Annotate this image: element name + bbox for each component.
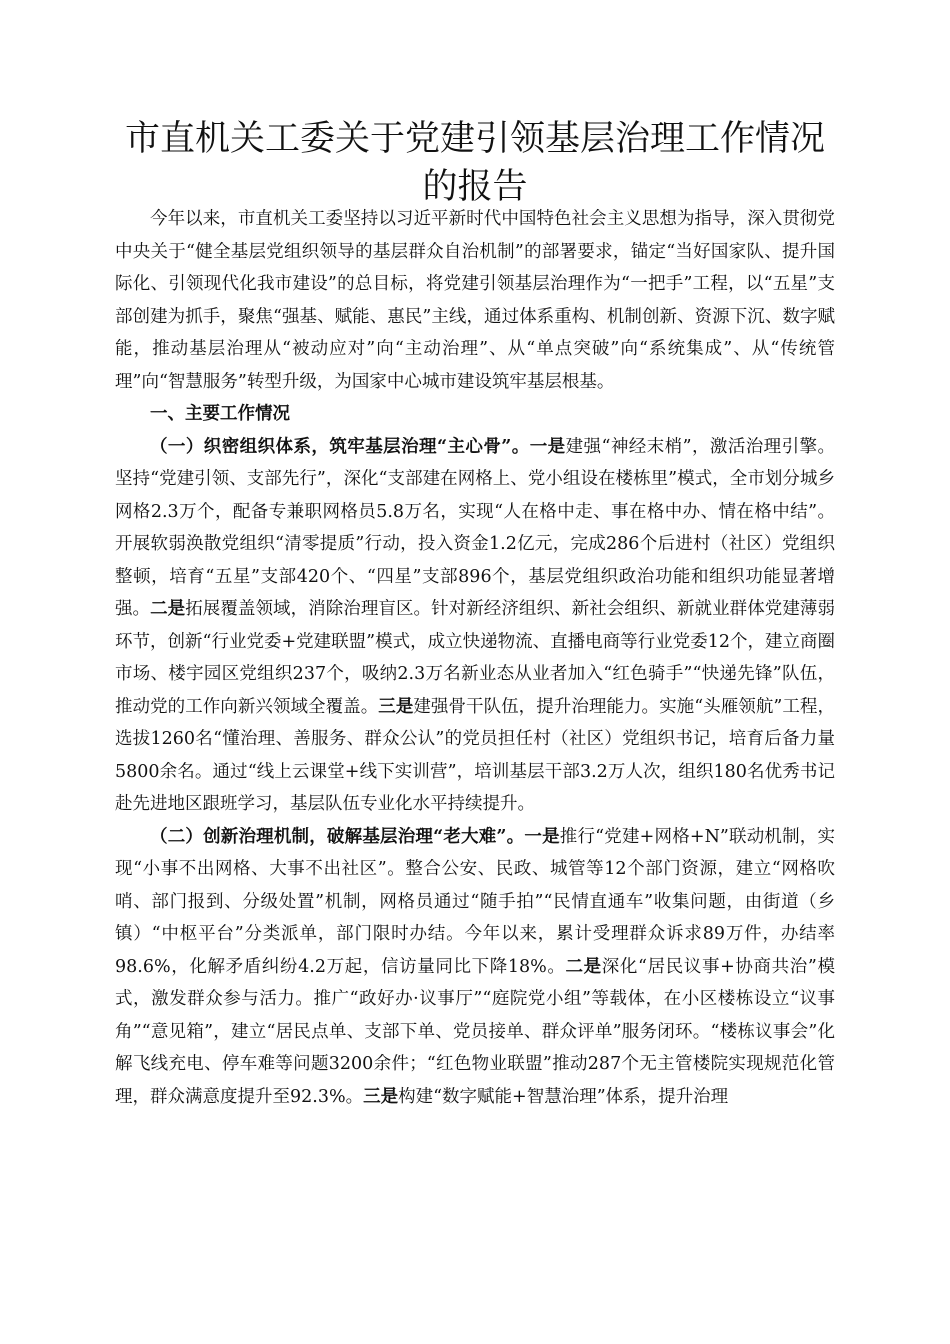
subsection-1-text-1: 建强“神经末梢”，激活治理引擎。坚持“党建引领、支部先行”，深化“支部建在网格上、党小组设在楼栋里”模式，全市划分城乡网格2.3万个，配备专兼职网格员5.8万名，实现“人在格中走、事在格中办、情在格中结”。开展软弱涣散党组织“清零提质”行动，投入资金1.2亿元，完成286个后进村（社区）党组织整顿，培育“五星”支部420个、“四星”支部896个，基层党组织政治功能和组织功能显著增强。	[115, 436, 835, 619]
subsection-1-lead-3: 三是	[378, 696, 414, 717]
subsection-2-lead-1: 一是	[524, 826, 560, 847]
subsection-1-heading: （一）织密组织体系，筑牢基层治理“主心骨”。	[150, 436, 530, 457]
subsection-2-heading: （二）创新治理机制，破解基层治理“老大难”。	[150, 826, 525, 847]
subsection-2-lead-3: 三是	[363, 1086, 399, 1107]
document-title: 市直机关工委关于党建引领基层治理工作情况的报告	[124, 119, 825, 207]
intro-paragraph: 今年以来，市直机关工委坚持以习近平新时代中国特色社会主义思想为指导，深入贯彻党中央关于“健全基层党组织领导的基层群众自治机制”的部署要求，锚定“当好国家队、提升国际化、引领现代化我市建设”的总目标，将党建引领基层治理作为“一把手”工程，以“五星”支部创建为抓手，聚焦“强基、赋能、惠民”主线，通过体系重构、机制创新、资源下沉、数字赋能，推动基层治理从“被动应对”向“主动治理”、从“单点突破”向“系统集成”、从“传统管理”向“智慧服务”转型升级，为国家中心城市建设筑牢基层根基。	[115, 209, 835, 392]
subsection-1-text-3: 建强骨干队伍，提升治理能力。实施“头雁领航”工程，选拔1260名“懂治理、善服务、群众公认”的党员担任村（社区）党组织书记，培育后备力量5800余名。通过“线上云课堂+线下实训营”，培训基层干部3.2万人次，组织180名优秀书记赴先进地区跟班学习，基层队伍专业化水平持续提升。	[115, 696, 835, 814]
subsection-1-paragraph	[115, 431, 835, 821]
subsection-2-lead-2: 二是	[565, 956, 602, 977]
subsection-2-paragraph	[115, 821, 835, 1114]
section-heading-main-work: 一、主要工作情况	[150, 404, 290, 424]
subsection-2-text-3: 构建“数字赋能+智慧治理”体系，提升治理	[398, 1086, 729, 1107]
subsection-1-lead-1: 一是	[529, 436, 566, 457]
document-body	[115, 203, 835, 1113]
subsection-1-lead-2: 二是	[150, 599, 186, 619]
subsection-2-text-1: 推行“党建+网格+N”联动机制，实现“小事不出网格、大事不出社区”。整合公安、民政、城管等12个部门资源，建立“网格吹哨、部门报到、分级处置”机制，网格员通过“随手拍”“民情直通车”收集问题，由街道（乡镇）“中枢平台”分类派单，部门限时办结。今年以来，累计受理群众诉求89万件，办结率98.6%，化解矛盾纠纷4.2万起，信访量同比下降18%。	[115, 826, 835, 977]
subsection-1-text-2: 拓展覆盖领域，消除治理盲区。针对新经济组织、新社会组织、新就业群体党建薄弱环节，创新“行业党委+党建联盟”模式，成立快递物流、直播电商等行业党委12个，建立商圈市场、楼宇园区党组织237个，吸纳2.3万名新业态从业者加入“红色骑手”“快递先锋”队伍，推动党的工作向新兴领域全覆盖。	[115, 599, 835, 717]
subsection-2-text-2: 深化“居民议事+协商共治”模式，激发群众参与活力。推广“政好办·议事厅”“庭院党小组”等载体，在小区楼栋设立“议事角”“意见箱”，建立“居民点单、支部下单、党员接单、群众评单”服务闭环。“楼栋议事会”化解飞线充电、停车难等问题3200余件；“红色物业联盟”推动287个无主管楼院实现规范化管理，群众满意度提升至92.3%。	[115, 956, 836, 1107]
